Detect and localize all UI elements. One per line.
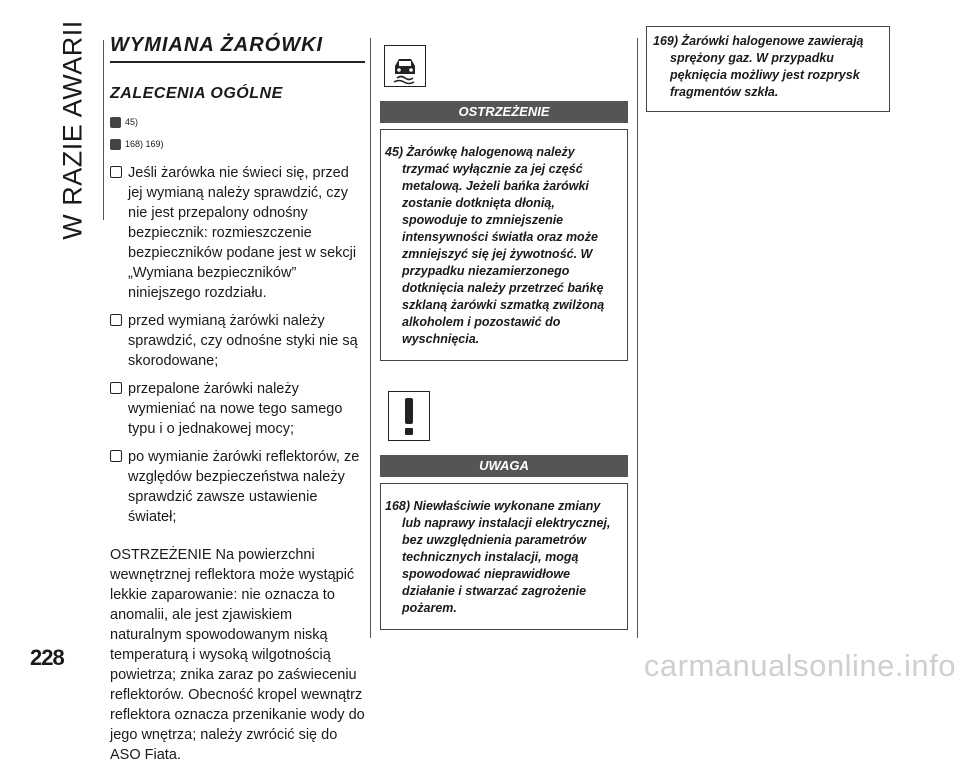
- car-skid-icon: [110, 117, 121, 128]
- note-box: [646, 26, 890, 112]
- column-divider-2: [637, 38, 638, 638]
- watermark: carmanualsonline.info: [643, 648, 956, 683]
- side-tab: [50, 20, 96, 240]
- warning-box: [380, 129, 628, 361]
- section-title: WYMIANA ŻARÓWKI: [110, 34, 365, 63]
- checkbox-bullet-icon: [110, 166, 122, 178]
- list-item-text: Jeśli żarówka nie świeci się, przed jej wymianą należy sprawdzić, czy nie jest przepalony odnośny bezpiecznik: rozmieszczenie bezpieczników podane jest w sekcji „Wymiana bezpieczników” niniejszego rozdziału.: [128, 165, 357, 301]
- ref-line-1: [110, 111, 365, 133]
- ref-label-1: 45): [125, 117, 139, 127]
- page-number: 228: [30, 645, 64, 670]
- list-item: [110, 163, 365, 303]
- side-divider: [103, 40, 104, 220]
- body-paragraph: OSTRZEŻENIE Na powierzchni wewnętrznej reflektora może wystąpić lekkie zaparowanie: nie oznacza to anomalii, ale jest zjawiskiem naturalnym spowodowanym niską temperaturą i wysoką wilgotnością powietrza; znika zaraz po zaświeceniu reflektorów. Obecność kropel wewnątrz reflektora oznacza przenikanie wody do jego wnętrza; należy zwrócić się do ASO Fiata.: [110, 547, 365, 763]
- caution-header: UWAGA: [380, 455, 628, 477]
- exclamation-icon: [110, 139, 121, 150]
- list-item: [110, 311, 365, 371]
- left-column: [110, 34, 365, 765]
- list-item-text: przepalone żarówki należy wymieniać na nowe tego samego typu i o jednakowej mocy;: [128, 381, 343, 437]
- checkbox-bullet-icon: [110, 450, 122, 462]
- caution-box: [380, 483, 628, 630]
- list-item-text: po wymianie żarówki reflektorów, ze względów bezpieczeństwa należy sprawdzić zawsze ustawienie świateł;: [128, 449, 360, 525]
- ref-line-2: [110, 133, 365, 155]
- car-skid-icon: [384, 45, 426, 87]
- column-divider-1: [370, 38, 371, 638]
- list-item: [110, 447, 365, 527]
- middle-column: [380, 45, 628, 630]
- subsection-title: ZALECENIA OGÓLNE: [110, 85, 283, 102]
- checkbox-bullet-icon: [110, 382, 122, 394]
- list-item: [110, 379, 365, 439]
- caution-text: 168) Niewłaściwie wykonane zmiany lub naprawy instalacji elektrycznej, bez uwzględnienia parametrów technicznych instalacji, mogą spowodować nieprawidłowe działanie i stwarzać zagrożenie pożarem.: [385, 499, 611, 615]
- ref-label-2: 168) 169): [125, 139, 164, 149]
- checkbox-bullet-icon: [110, 314, 122, 326]
- exclamation-icon: [388, 391, 430, 441]
- warning-header: OSTRZEŻENIE: [380, 101, 628, 123]
- note-text: 169) Żarówki halogenowe zawierają sprężony gaz. W przypadku pęknięcia możliwy jest rozprysk fragmentów szkła.: [653, 34, 864, 99]
- side-tab-label: W RAZIE AWARII: [57, 20, 88, 240]
- warning-text: 45) Żarówkę halogenową należy trzymać wyłącznie za jej część metalową. Jeżeli bańka żarówki zostanie dotknięta dłonią, spowoduje to zmniejszenie intensywności światła oraz może zmniejszyć się jej żywotność. W przypadku niezamierzonego dotknięcia należy przetrzeć bańkę szklaną żarówki szmatką zwilżoną alkoholem i pozostawić do wyschnięcia.: [385, 145, 605, 346]
- list-item-text: przed wymianą żarówki należy sprawdzić, czy odnośne styki nie są skorodowane;: [128, 313, 358, 369]
